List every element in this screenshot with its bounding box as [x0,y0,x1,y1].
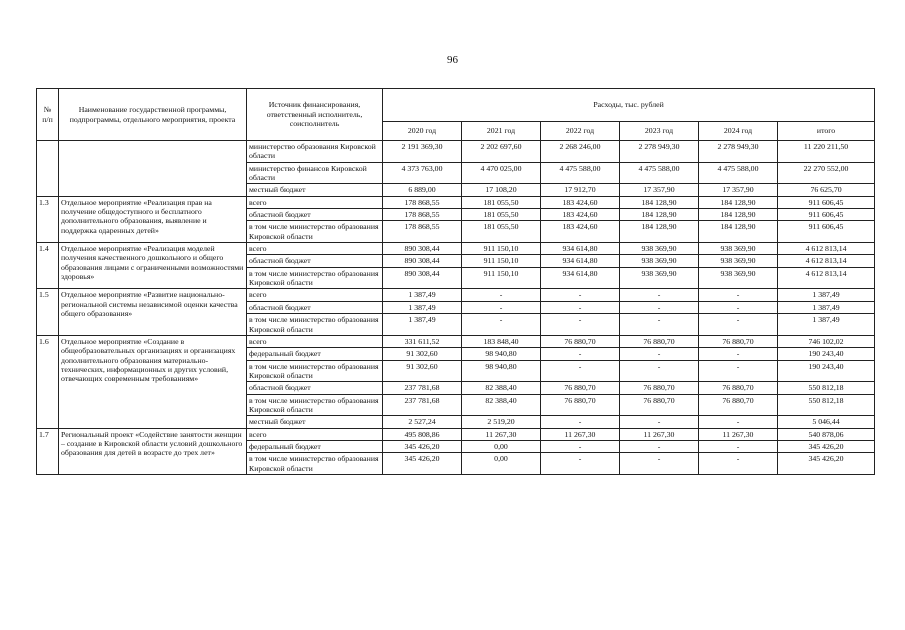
funding-source: в том числе министерство образования Кировской области [247,453,383,475]
budget-table [36,88,875,475]
value-year: - [699,360,778,382]
value-year: 237 781,68 [383,382,462,394]
value-year: 17 357,90 [699,184,778,196]
funding-source: всего [247,428,383,440]
value-year: 2 278 949,30 [620,141,699,163]
value-total: 190 243,40 [778,360,875,382]
header-year-2023: 2023 год [620,122,699,141]
value-year: 17 357,90 [620,184,699,196]
value-year: - [620,453,699,475]
value-year: 890 308,44 [383,255,462,267]
value-year: - [620,301,699,313]
funding-source: в том числе министерство образования Кировской области [247,394,383,416]
funding-source: федеральный бюджет [247,348,383,360]
value-year: 1 387,49 [383,314,462,336]
value-year: 938 369,90 [620,243,699,255]
item-number: 1.4 [37,243,59,289]
value-year: 911 150,10 [462,267,541,289]
value-year: 2 519,20 [462,416,541,428]
value-year: - [699,301,778,313]
value-year: 184 128,90 [620,221,699,243]
funding-source: всего [247,335,383,347]
value-year: - [541,348,620,360]
value-year: 11 267,30 [541,428,620,440]
value-year: 181 055,50 [462,209,541,221]
value-year: 98 940,80 [462,348,541,360]
table-body [37,141,875,475]
value-year: 184 128,90 [699,221,778,243]
value-year: 76 880,70 [541,382,620,394]
value-total: 1 387,49 [778,301,875,313]
value-year: - [620,348,699,360]
value-year: - [699,289,778,301]
value-total: 1 387,49 [778,289,875,301]
value-year: 938 369,90 [699,255,778,267]
header-year-2024: 2024 год [699,122,778,141]
value-year: - [699,453,778,475]
item-name [59,141,247,197]
table-row [37,141,875,163]
value-year: 890 308,44 [383,243,462,255]
value-year: 178 868,55 [383,196,462,208]
value-total: 1 387,49 [778,314,875,336]
item-number: 1.6 [37,335,59,428]
value-total: 4 612 813,14 [778,255,875,267]
value-year: - [541,314,620,336]
value-year: 184 128,90 [699,209,778,221]
table-row [37,289,875,301]
value-year: - [541,440,620,452]
funding-source: местный бюджет [247,184,383,196]
value-year: 98 940,80 [462,360,541,382]
value-year: 934 614,80 [541,243,620,255]
value-year: 76 880,70 [620,335,699,347]
value-total: 540 878,06 [778,428,875,440]
header-total: итого [778,122,875,141]
value-year: - [541,289,620,301]
value-year: 76 880,70 [699,394,778,416]
value-total: 911 606,45 [778,209,875,221]
value-year: 76 880,70 [620,394,699,416]
value-year: 76 880,70 [541,394,620,416]
funding-source: всего [247,243,383,255]
value-total: 22 270 552,00 [778,162,875,184]
value-year: 890 308,44 [383,267,462,289]
table-row [37,196,875,208]
value-year: 2 202 697,60 [462,141,541,163]
value-year: 4 475 588,00 [699,162,778,184]
value-year: 184 128,90 [620,196,699,208]
funding-source: областной бюджет [247,255,383,267]
value-year: 183 848,40 [462,335,541,347]
funding-source: всего [247,289,383,301]
value-year: 17 912,70 [541,184,620,196]
table-row [37,335,875,347]
value-year: 345 426,20 [383,440,462,452]
funding-source: федеральный бюджет [247,440,383,452]
item-number: 1.3 [37,196,59,242]
value-total: 345 426,20 [778,453,875,475]
value-year: 4 470 025,00 [462,162,541,184]
value-year: - [620,416,699,428]
header-num: № п/п [37,89,59,141]
value-year: - [699,416,778,428]
value-year: 11 267,30 [620,428,699,440]
value-total: 5 046,44 [778,416,875,428]
value-year: 181 055,50 [462,221,541,243]
value-year: - [699,440,778,452]
header-name: Наименование государственной программы, подпрограммы, отдельного мероприятия, проекта [59,89,247,141]
value-year: 91 302,60 [383,348,462,360]
page-number: 96 [447,54,458,66]
value-year: 934 614,80 [541,255,620,267]
value-total: 4 612 813,14 [778,267,875,289]
funding-source: в том числе министерство образования Кировской области [247,267,383,289]
value-year: 0,00 [462,440,541,452]
funding-source: областной бюджет [247,382,383,394]
value-total: 911 606,45 [778,196,875,208]
value-year: - [462,314,541,336]
value-year: 181 055,50 [462,196,541,208]
value-year: 2 191 369,30 [383,141,462,163]
header-source: Источник финансирования, ответственный исполнитель, соисполнитель [247,89,383,141]
header-year-2020: 2020 год [383,122,462,141]
value-year: 91 302,60 [383,360,462,382]
value-year: 331 611,52 [383,335,462,347]
value-year: - [541,301,620,313]
value-year: 183 424,60 [541,209,620,221]
item-name: Отдельное мероприятие «Реализация моделей получения качественного дошкольного и общего образования лицами с ограниченными возможностями здоровья» [59,243,247,289]
value-year: 4 475 588,00 [541,162,620,184]
value-year: 938 369,90 [620,267,699,289]
value-year: - [620,289,699,301]
value-year: 495 808,86 [383,428,462,440]
value-year: 934 614,80 [541,267,620,289]
value-total: 550 812,18 [778,382,875,394]
value-year: - [699,348,778,360]
funding-source: местный бюджет [247,416,383,428]
funding-source: областной бюджет [247,209,383,221]
item-number: 1.7 [37,428,59,474]
value-year: 82 388,40 [462,394,541,416]
value-year: 938 369,90 [620,255,699,267]
table-row [37,243,875,255]
value-year: 4 373 763,00 [383,162,462,184]
value-year: 237 781,68 [383,394,462,416]
item-name: Региональный проект «Содействие занятости женщин – создание в Кировской области условий дошкольного образования для детей в возрасте до трех лет» [59,428,247,474]
value-year: 911 150,10 [462,243,541,255]
value-year: 76 880,70 [699,382,778,394]
value-year: 938 369,90 [699,267,778,289]
header-year-2022: 2022 год [541,122,620,141]
item-number: 1.5 [37,289,59,335]
item-name: Отдельное мероприятие «Развитие национально-региональной системы независимой оценки качества общего образования» [59,289,247,335]
value-total: 4 612 813,14 [778,243,875,255]
value-year: 76 880,70 [620,382,699,394]
value-year: 1 387,49 [383,289,462,301]
value-total: 76 625,70 [778,184,875,196]
value-year: - [620,360,699,382]
value-year: 345 426,20 [383,453,462,475]
value-year: - [541,453,620,475]
value-total: 746 102,02 [778,335,875,347]
value-year: 178 868,55 [383,209,462,221]
value-year: 17 108,20 [462,184,541,196]
header-expenses: Расходы, тыс. рублей [383,89,875,122]
value-year: 11 267,30 [699,428,778,440]
value-year: 0,00 [462,453,541,475]
funding-source: в том числе министерство образования Кировской области [247,314,383,336]
value-year: 76 880,70 [699,335,778,347]
value-year: 6 889,00 [383,184,462,196]
item-number [37,141,59,197]
table-row [37,428,875,440]
value-year: - [462,289,541,301]
funding-source: областной бюджет [247,301,383,313]
value-year: 82 388,40 [462,382,541,394]
value-year: - [541,416,620,428]
value-year: - [699,314,778,336]
value-year: - [620,440,699,452]
value-year: 2 527,24 [383,416,462,428]
value-year: 11 267,30 [462,428,541,440]
value-year: 4 475 588,00 [620,162,699,184]
header-year-2021: 2021 год [462,122,541,141]
value-year: 1 387,49 [383,301,462,313]
value-year: 183 424,60 [541,196,620,208]
item-name: Отдельное мероприятие «Реализация прав на получение общедоступного и бесплатного дополнительного образования, выявление и поддержка одаренных детей» [59,196,247,242]
value-total: 550 812,18 [778,394,875,416]
funding-source: в том числе министерство образования Кировской области [247,221,383,243]
funding-source: министерство образования Кировской области [247,141,383,163]
funding-source: в том числе министерство образования Кировской области [247,360,383,382]
value-year: 938 369,90 [699,243,778,255]
value-total: 911 606,45 [778,221,875,243]
value-total: 345 426,20 [778,440,875,452]
value-year: 2 268 246,00 [541,141,620,163]
value-year: - [620,314,699,336]
value-year: 184 128,90 [699,196,778,208]
value-year: 911 150,10 [462,255,541,267]
funding-source: министерство финансов Кировской области [247,162,383,184]
value-total: 190 243,40 [778,348,875,360]
value-total: 11 220 211,50 [778,141,875,163]
item-name: Отдельное мероприятие «Создание в общеобразовательных организациях и организациях дополнительного образования материально-технических, информационных и других условий, отвечающих современным требованиям» [59,335,247,428]
value-year: 2 278 949,30 [699,141,778,163]
value-year: 184 128,90 [620,209,699,221]
value-year: 76 880,70 [541,335,620,347]
value-year: - [541,360,620,382]
value-year: 178 868,55 [383,221,462,243]
funding-source: всего [247,196,383,208]
value-year: - [462,301,541,313]
value-year: 183 424,60 [541,221,620,243]
